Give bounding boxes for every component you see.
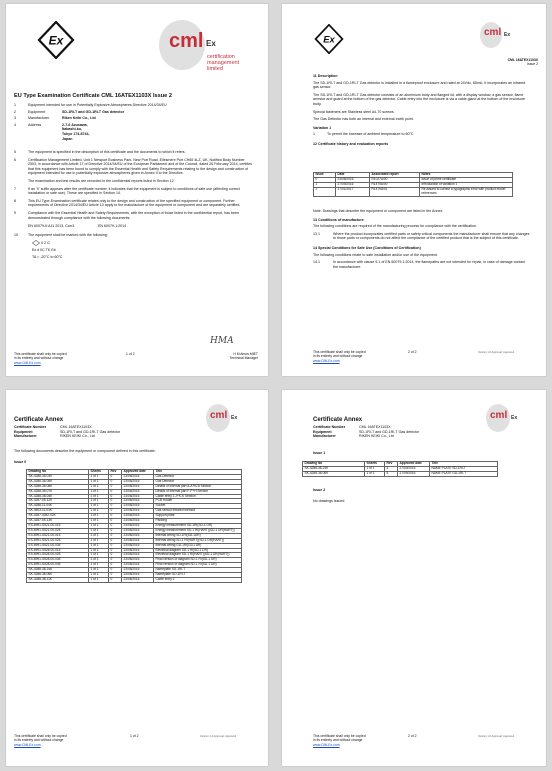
page-header: CML 16ATEX1103X Issue 2	[507, 58, 538, 67]
table-cell: 1 of 1	[89, 494, 109, 499]
table-cell: Internal wiring SD-1RI(SD-1DR)	[154, 533, 242, 538]
table-cell: ES-6991-S521-00-02E	[27, 528, 89, 533]
table-cell: 23/08/2016	[122, 577, 154, 582]
table-cell: 1 of 1	[89, 533, 109, 538]
page-number: 1 of 2	[130, 734, 139, 738]
table-cell: Energy measurement SD-1RI(SD-1 DR)	[154, 523, 242, 528]
certificate-page-2	[282, 4, 546, 376]
cml-logo-small: cml Ex	[206, 404, 250, 434]
brand-name: cml	[169, 30, 204, 52]
table-cell: 1 of 1	[89, 563, 109, 568]
cml-link[interactable]: www.CMLEx.com	[14, 360, 41, 365]
annex-intro: The following documents describe the equipment or component defined in this certificate:	[14, 449, 156, 453]
table-cell: 23/08/2016	[122, 558, 154, 563]
no-drawings-note: No drawings issued	[313, 499, 345, 503]
table-cell: Nameplate SD-1RI-T	[154, 568, 242, 573]
table-cell: 0	[109, 479, 122, 484]
table-row: 2 17/01/2017 R1479A/01 Re-issued to correct a typographic error with product model references	[314, 187, 513, 196]
annex-title: Certificate Annex	[313, 417, 363, 423]
version-note: Version 1.6 Approval: Approved	[200, 735, 237, 738]
table-cell: SK-4288-38-03K	[27, 474, 89, 479]
table-cell: 0	[109, 568, 122, 573]
table-row: SK-4288-38-24K 1 of 1 5 27/09/2016 NAME PLATE SD-1RI-T	[303, 466, 498, 471]
table-cell: 23/08/2016	[122, 568, 154, 573]
table-cell: ES-6991-S521-00-01E	[27, 533, 89, 538]
table-cell: 23/08/2016	[122, 504, 154, 509]
table-cell: 0	[109, 523, 122, 528]
table-cell: 23/08/2016	[122, 519, 154, 524]
table-cell: ES-6991-S521-00-01E	[27, 523, 89, 528]
annex-page-2	[282, 390, 546, 766]
table-cell: 23/08/2016	[122, 543, 154, 548]
ex-hexagon-icon	[314, 24, 344, 54]
table-cell: SK-4288-38-06K	[27, 573, 89, 578]
table-cell: 0	[109, 504, 122, 509]
table-cell: 0	[109, 494, 122, 499]
table-cell: 1 of 1	[89, 528, 109, 533]
table-cell: Socket	[154, 504, 242, 509]
table-cell: 0	[109, 577, 122, 582]
ex-hexagon-icon	[37, 21, 75, 59]
table-cell: 0	[109, 514, 122, 519]
table-cell: 23/08/2016	[122, 494, 154, 499]
table-cell: ES-6991-S528-00-02E	[27, 553, 89, 558]
table-cell: 23/08/2016	[122, 499, 154, 504]
annex-meta: Certificate Number CML 16ATEX1103X Equipment SD-1RI-T and GD-1RI-T Gas detector Manufacturer RIKEN KEIKI Co., Ltd	[313, 425, 420, 439]
table-cell: Electrical diagram SD-1 RI(HART)(SD-1 DR(HART))	[154, 553, 242, 558]
table-row: 1 27/09/2016 R1479A/00 Introduction of variation 1	[314, 182, 513, 187]
table-cell: 23/08/2016	[122, 528, 154, 533]
table-cell: Cable entry J-J+K-K Section	[154, 494, 242, 499]
table-cell: SK-4288-11-04K	[27, 504, 89, 509]
table-cell: 23/08/2016	[122, 489, 154, 494]
drawings-table	[302, 461, 498, 477]
table-cell: PCB Holder	[154, 499, 242, 504]
table-cell: SK-4288-38-11K	[27, 577, 89, 582]
table-cell: SK-4287-4352-02K	[27, 514, 89, 519]
cml-link[interactable]: www.CMLEx.com	[313, 742, 340, 747]
issue-heading: Issue 1	[313, 451, 326, 455]
table-cell: Energy measurement SD-1 RI(HART)(SD-1 DR(HART))	[154, 528, 242, 533]
table-cell: 1 of 1	[89, 499, 109, 504]
table-cell: 23/08/2016	[122, 533, 154, 538]
tagline-3: limited	[207, 66, 223, 73]
drawings-table	[26, 469, 242, 583]
table-cell: 1 of 1	[89, 538, 109, 543]
svg-text:Ex: Ex	[323, 34, 335, 46]
table-cell: ES-6991-S528-00-03E	[27, 558, 89, 563]
table-cell: ES-6991-S521-00-02E	[27, 538, 89, 543]
table-cell: 23/08/2016	[122, 474, 154, 479]
table-row	[27, 577, 242, 582]
table-cell: 23/08/2016	[122, 573, 154, 578]
table-cell: 0	[109, 543, 122, 548]
table-cell: SK-4603-11-03K	[27, 509, 89, 514]
table-cell: 1 of 1	[89, 543, 109, 548]
annex-title: Certificate Annex	[14, 417, 64, 423]
table-row: 0 23/08/2016 R1027A/00 Issue of prime certificate	[314, 177, 513, 182]
annex-page-1	[6, 390, 268, 766]
footer-left: This certificate shall only be copied in its entirety and without change www.CMLEx.com	[14, 734, 74, 747]
equipment-marking: II 2 G Ex d IIC T6 Gb TA = -20°C to 60°C	[32, 241, 63, 259]
table-cell: 1 of 1	[89, 474, 109, 479]
table-cell: ES-6991-S528-00-04E	[27, 563, 89, 568]
table-cell: 23/08/2016	[122, 553, 154, 558]
table-cell: Internal wiring GD-1RI(GD-1DR)	[154, 543, 242, 548]
table-cell: 0	[109, 519, 122, 524]
version-note: Version 1.6 Approval: Approved	[478, 735, 515, 738]
table-cell: ES-6991-S528-00-01E	[27, 548, 89, 553]
table-cell: Cable entry 2	[154, 577, 242, 582]
table-cell: Gas sensor infrared method	[154, 509, 242, 514]
description-section: 11 Description The SD-1RI-T and GD-1RI-T Gas detector is installed in a flameproof enclosure and rated at 24Vdc, 85mA. It incorporates an infrared gas sensor. The SD-1RI-T and GD-1RI-T Gas detector consists of an aluminium body and flanged lid, with a display window, a gas sensor, flame arrestor and guard at the bottom of the gas detector. Cable entry into the enclosure is via a cable gland at the bottom of the enclosure body. Special fasteners are Stainless steel A4-70 screws. The Gas Detector has both an internal and external earth point. Variation 1 1 To permit the increase of ambient temperature to 60°C 12 Certificate history and evaluation reports	[313, 74, 526, 146]
table-cell: SK-4288-38-07K	[27, 489, 89, 494]
issue-heading: Issue 2	[313, 488, 326, 492]
conditions-section: Note: Drawings that describe the equipment or component are listed in the Annex. 13 Conditions of manufacture The following conditions are required of the manufacturing process for compliance with the certification. 13.1 Where the product incorporates certified parts or safety critical components the manufacturer shall ensure that any changes to those parts or components do not affect the compliance of the certified product that is the subject of this certificate. 14 Special Conditions for Safe Use (Conditions of Certification) The following conditions relate to safe installation and/or use of the equipment. 14.1 In accordance with clause 5.1 of EN 60079-1:2014, the flamepaths are not intended for repair, in case of damage contact the manufacturer.	[313, 209, 530, 269]
signatory: H M Amos MIET Technical Manager	[229, 352, 258, 361]
table-cell: 23/08/2016	[122, 563, 154, 568]
table-cell: 0	[109, 489, 122, 494]
signature: HMA	[210, 336, 234, 346]
table-cell: 23/08/2016	[122, 548, 154, 553]
table-cell: 0	[109, 474, 122, 479]
table-cell: 0	[109, 553, 122, 558]
table-cell: 1 of 1	[89, 558, 109, 563]
table-header: Drawing No Sheets Rev Approved date Title	[27, 470, 242, 475]
table-cell: Support plate	[154, 514, 242, 519]
table-cell: 0	[109, 509, 122, 514]
table-cell: Gas Detector	[154, 479, 242, 484]
cml-logo	[159, 20, 249, 80]
table-cell: Packing	[154, 519, 242, 524]
table-cell: SK-4287-05-13K	[27, 519, 89, 524]
table-cell: 23/08/2016	[122, 514, 154, 519]
table-cell: 0	[109, 558, 122, 563]
table-cell: Nameplate GD-1RI-T	[154, 573, 242, 578]
table-cell: ES-6991-S521-00-03E	[27, 543, 89, 548]
table-cell: 23/08/2016	[122, 479, 154, 484]
table-header: Drawing No Sheets Rev Approved date Title	[303, 462, 498, 467]
table-cell: SK-4288-38-05K	[27, 479, 89, 484]
cml-logo-small: cml Ex	[480, 22, 520, 50]
table-cell: 0	[109, 573, 122, 578]
cml-link[interactable]: www.CMLEx.com	[14, 742, 41, 747]
table-cell: 1 of 1	[89, 489, 109, 494]
table-cell: Final version of diagram SD-1 RI(SD-1 DR)	[154, 563, 242, 568]
page-number: 2 of 2	[408, 350, 417, 354]
table-cell: 0	[109, 533, 122, 538]
table-cell: 23/08/2016	[122, 538, 154, 543]
table-cell: 23/08/2016	[122, 484, 154, 489]
table-cell: SK-4287-05-12K	[27, 499, 89, 504]
table-cell: 0	[109, 528, 122, 533]
table-cell: Details of internal part A-A+B-B Section	[154, 484, 242, 489]
page-number: 2 of 2	[408, 734, 417, 738]
certificate-paragraphs: 5 The equipment is specified in the description of this certificate and the documents to which it refers. 6 Certification Management Limited, Unit 1 Newport Business Park, New Port Road, Ellesmere Port CH65 4LZ, UK, Notified Body Number 2503, in accordance with Article 17 of Directive 2014/34/EU of the European Parliament and of the Council, dated 26 February 2014, certifies that this equipment has been found to comply with the Essential Health and Safety Requirements relating to the design and construction of equipment intended for use in potentially explosive atmospheres given in Annex II to the Directive. The examination and test results are recorded in the confidential reports listed in Section 12. 7 If an 'X' suffix appears after the certificate number, it indicates that the equipment is subject to conditions of safe use (affecting correct installation or safe use). These are specified in Section 14. 8 This EU Type-Examination certificate relates only to the design and construction of the specified equipment or component. Further requirements of Directive 2014/34/EU Article 13 apply to the manufacture of the equipment or component and are separately certified. 9 Compliance with the Essential Health and Safety Requirements, with the exception of those listed in the confidential report, has been demonstrated through compliance with the following documents: EN 60079-0:A11 2013, Corr3 EN 60079-1:2014 10 The equipment shall be marked with the following: II 2 G Ex d IIC T6 Gb TA = -20°C to 60°C	[14, 150, 254, 260]
certificate-items: 1 Equipment intended for use in Potentially Explosive Atmospheres Directive 2014/34/EU 2 Equipment SD-1RI-T and GD-1RI-T Gas detector 3 Manufacturer Riken Keiki Co., Ltd 4 Address 2-7-6 Azusawa, Itabashi-ku, Tokyo 174-8744, Japan	[14, 103, 167, 141]
certificate-title: EU Type Examination Certificate CML 16ATEX1103X Issue 2	[14, 93, 172, 99]
table-cell: Internal wiring SD-1 RI(HART)(SD-1 DR(HART))	[154, 538, 242, 543]
table-cell: Gas Detector	[154, 474, 242, 479]
footer-left: This certificate shall only be copied in its entirety and without change www.CMLEx.com	[14, 352, 74, 365]
table-cell: 23/08/2016	[122, 509, 154, 514]
table-cell: 0	[109, 538, 122, 543]
table-cell: 1 of 1	[89, 553, 109, 558]
tagline-2: management	[207, 60, 240, 67]
table-cell: 1 of 1	[89, 479, 109, 484]
table-header: Issue Date Associated report Notes	[314, 173, 513, 178]
tagline-1: certification	[207, 54, 235, 60]
table-cell: 1 of 1	[89, 523, 109, 528]
table-cell: 1 of 1	[89, 577, 109, 582]
table-cell: SK-4288-38-04K	[27, 494, 89, 499]
table-cell: SK-4288-38-08K	[27, 484, 89, 489]
page-number: 1 of 2	[126, 352, 135, 356]
table-row: SK-4288-38-06K 1 of 1 5 27/09/2016 NAME PLATE GD-1RI-T	[303, 471, 498, 476]
table-cell: 1 of 1	[89, 573, 109, 578]
brand-sub: Ex	[206, 39, 216, 48]
cml-logo-small: cml Ex	[486, 404, 530, 434]
cml-link[interactable]: www.CMLEx.com	[313, 358, 340, 363]
table-cell: 1 of 1	[89, 514, 109, 519]
table-cell: 1 of 1	[89, 509, 109, 514]
table-cell: Final version of diagram SD-1 RI(SD-1 DR)	[154, 558, 242, 563]
table-cell: 0	[109, 499, 122, 504]
table-cell: SK-4288-38-24K	[27, 568, 89, 573]
ex-mark-icon	[32, 240, 40, 246]
table-cell: 1 of 1	[89, 548, 109, 553]
table-cell: 23/08/2016	[122, 523, 154, 528]
table-cell: 0	[109, 563, 122, 568]
version-note: Version 1.6 Approval: Approved	[478, 351, 515, 354]
certificate-page-1	[6, 4, 268, 376]
table-cell: 0	[109, 484, 122, 489]
table-cell: Electrical diagram SD-1 RI(SD-1 DR)	[154, 548, 242, 553]
footer-left: This certificate shall only be copied in its entirety and without change www.CMLEx.com	[313, 350, 373, 363]
footer-left: This certificate shall only be copied in its entirety and without change www.CMLEx.com	[313, 734, 373, 747]
table-cell: 1 of 1	[89, 568, 109, 573]
issue-heading: Issue 0	[14, 460, 27, 464]
history-table	[313, 172, 513, 197]
svg-text:Ex: Ex	[48, 33, 64, 48]
table-cell: Details of internal part F-F+H Section	[154, 489, 242, 494]
table-cell: 1 of 1	[89, 484, 109, 489]
table-cell: 0	[109, 548, 122, 553]
table-cell: 1 of 1	[89, 519, 109, 524]
annex-meta: Certificate Number CML 16ATEX1103X Equipment SD-1RI-T and GD-1RI-T Gas detector Manufacturer RIKEN KEIKI Co., Ltd	[14, 425, 121, 439]
table-cell: 1 of 1	[89, 504, 109, 509]
